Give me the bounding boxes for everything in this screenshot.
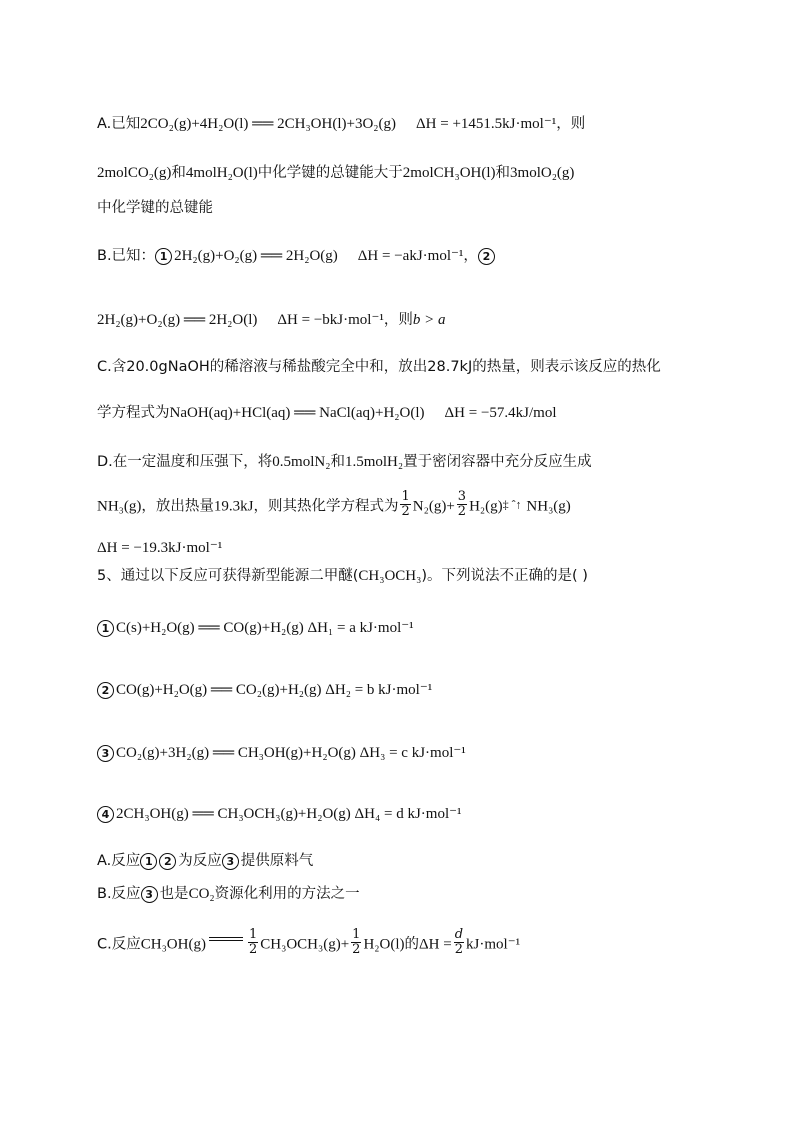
q5-option-b-post: 资源化利用的方法之一 [214, 886, 360, 902]
option-a-reactant2: 4molH₂O(l) [185, 165, 258, 181]
option-a-enthalpy: ΔH = +1451.5kJ·mol⁻¹ [416, 116, 557, 132]
option-a-line1 [97, 113, 585, 134]
option-d-product: NH₃(g) [97, 498, 142, 515]
option-d-text: 置于密闭容器中充分反应生成 [403, 454, 592, 470]
option-a-line2 [97, 162, 574, 183]
q5-option-b-co2: CO₂ [188, 886, 215, 902]
q5-option-c-dh: ΔH = [419, 936, 452, 953]
reaction-3-equation: CO₂(g)+3H₂(g) ══ CH₃OH(g)+H₂O(g) ΔH₃ = c kJ·mol⁻¹ [116, 745, 466, 761]
option-d-enthalpy: ΔH = −19.3kJ·mol⁻¹ [97, 540, 223, 556]
fraction-denominator: 2 [401, 504, 410, 519]
option-b-condition: b > a [412, 312, 446, 328]
fraction-denominator: 2 [352, 942, 361, 957]
option-d-and: 和 [330, 454, 345, 470]
circled-number-1: 1 [97, 620, 114, 637]
reaction-4 [97, 803, 462, 824]
option-c-equation: NaOH(aq)+HCl(aq) ══ NaCl(aq)+H₂O(l) [169, 405, 425, 421]
option-b-equation1: 2H₂(g)+O₂(g) ══ 2H₂O(g) [174, 248, 338, 264]
q5-option-c-h2o: H₂O(l) [363, 936, 405, 953]
option-d-n2-amount: 0.5molN₂ [272, 454, 331, 470]
circled-number-3: 3 [97, 745, 114, 762]
reaction-3 [97, 742, 466, 763]
circled-number-2: 2 [97, 682, 114, 699]
fraction-numerator: 3 [457, 489, 467, 504]
option-c-text: C.含20.0gNaOH的稀溶液与稀盐酸完全中和，放出28.7kJ的热量，则表示该反应的热化 [97, 359, 661, 375]
option-d-prefix: D.在一定温度和压强下，将 [97, 454, 273, 470]
circled-number-2: 2 [159, 853, 176, 870]
option-a-label: A.已知 [97, 116, 141, 132]
q5-option-c [97, 927, 521, 959]
q5-option-a-prefix: A.反应 [97, 853, 141, 869]
question-5-stem [97, 565, 588, 586]
option-d-n2: N₂(g)+ [412, 498, 455, 515]
circled-number-3: 3 [141, 886, 158, 903]
circled-number-1: 1 [155, 248, 172, 265]
q5-option-a [97, 850, 313, 871]
q5-stem-a: 5、通过以下反应可获得新型能源二甲醚( [97, 568, 359, 584]
circled-number-3: 3 [222, 853, 239, 870]
reaction-2-equation: CO(g)+H₂O(g) ══ CO₂(g)+H₂(g) ΔH₂ = b kJ·mol⁻¹ [116, 682, 433, 698]
q5-option-b-mid: 也是 [159, 886, 189, 902]
q5-option-c-lhs: CH₃OH(g) [140, 936, 206, 953]
fraction-denominator: 2 [454, 942, 464, 957]
option-c-line1 [97, 356, 661, 377]
option-a-product2: 3molO₂(g) [510, 165, 575, 181]
q5-option-b [97, 883, 360, 904]
q5-option-a-mid: 为反应 [178, 853, 222, 869]
fraction-one-half [248, 928, 258, 957]
q5-option-c-mid: CH₃OCH₃(g)+ [260, 936, 350, 953]
option-b-label: B.已知： [97, 248, 156, 264]
option-d-h2: H₂(g) [469, 498, 503, 515]
q5-formula: CH₃OCH₃ [358, 568, 422, 584]
reaction-1 [97, 617, 414, 638]
option-a-compare-text: 中化学键的总键能大于 [257, 165, 403, 181]
option-b-then: ，则 [383, 312, 413, 328]
option-d-heat-value: 19.3kJ [213, 498, 254, 515]
option-b-line2 [97, 309, 445, 330]
option-a-then: ，则 [556, 116, 586, 132]
option-a-and2: 和 [495, 165, 511, 181]
fraction-one-half [351, 928, 361, 957]
q5-option-b-prefix: B.反应 [97, 886, 141, 902]
option-d-h2-amount: 1.5molH₂ [344, 454, 404, 470]
option-b-separator: ， [463, 248, 478, 264]
fraction-numerator: 1 [401, 489, 410, 504]
option-d-equation-intro: ，则其热化学方程式为 [253, 498, 399, 515]
option-b-line1 [97, 245, 497, 266]
option-c-enthalpy: ΔH = −57.4kJ/mol [444, 405, 557, 421]
fraction-d-over-2 [454, 928, 464, 957]
option-d-line3 [97, 537, 222, 558]
fraction-numerator: d [454, 927, 464, 942]
option-d-heat-text: ，放出热量 [141, 498, 214, 515]
fraction-denominator: 2 [248, 942, 258, 957]
option-a-tail: 中化学键的总键能 [97, 200, 213, 216]
option-a-and1: 和 [171, 165, 186, 181]
equals-arrow-icon [209, 936, 243, 946]
reaction-4-equation: 2CH₃OH(g) ══ CH₃OCH₃(g)+H₂O(g) ΔH₄ = d kJ·mol⁻¹ [116, 806, 462, 822]
q5-option-c-unit: kJ·mol⁻¹ [466, 936, 521, 953]
option-c-prefix: 学方程式为 [97, 405, 170, 421]
option-c-line2 [97, 402, 557, 423]
option-a-equation: 2CO₂(g)+4H₂O(l) ══ 2CH₃OH(l)+3O₂(g) [140, 116, 397, 132]
fraction-numerator: 1 [248, 927, 258, 942]
reversible-arrow-icon: ‡ ˆ↑ [502, 497, 522, 512]
reaction-1-equation: C(s)+H₂O(g) ══ CO(g)+H₂(g) ΔH₁ = a kJ·mol⁻¹ [116, 620, 414, 636]
option-d-line1 [97, 451, 592, 472]
circled-number-2: 2 [478, 248, 495, 265]
q5-option-a-post: 提供原料气 [240, 853, 314, 869]
option-b-enthalpy2: ΔH = −bkJ·mol⁻¹ [277, 312, 384, 328]
q5-option-c-of: 的 [404, 936, 420, 953]
fraction-one-half [400, 490, 410, 519]
option-a-line3 [97, 197, 213, 218]
fraction-denominator: 2 [457, 504, 467, 519]
option-a-product1: 2molCH₃OH(l) [402, 165, 496, 181]
fraction-three-halves [457, 490, 467, 519]
option-a-reactant1: 2molCO₂(g) [97, 165, 172, 181]
circled-number-1: 1 [140, 853, 157, 870]
fraction-numerator: 1 [352, 927, 361, 942]
option-d-nh3: NH₃(g) [526, 498, 571, 515]
option-b-enthalpy1: ΔH = −akJ·mol⁻¹ [357, 248, 464, 264]
option-b-equation2: 2H₂(g)+O₂(g) ══ 2H₂O(l) [97, 312, 258, 328]
option-d-line2 [97, 489, 571, 521]
q5-stem-c: )。下列说法不正确的是( ) [421, 568, 588, 584]
reaction-2 [97, 679, 432, 700]
q5-option-c-prefix: C.反应 [97, 936, 141, 953]
circled-number-4: 4 [97, 806, 114, 823]
